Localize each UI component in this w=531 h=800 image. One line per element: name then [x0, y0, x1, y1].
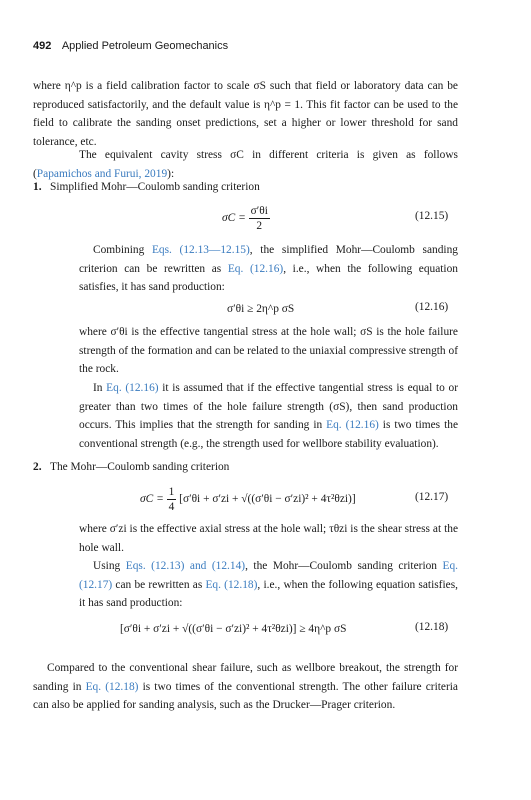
list-item-2 [33, 458, 229, 477]
page-number: 492 [33, 40, 52, 52]
text: Compared to the conventional shear failure, such as wellbore breakout, the strength for sanding in [33, 662, 458, 693]
equation-number: (12.15) [415, 210, 449, 222]
paragraph-conclusion [33, 659, 458, 715]
list-number: 2. [33, 461, 42, 473]
equation-number: (12.17) [415, 491, 449, 503]
equation-ref-link[interactable]: Eq. (12.16) [106, 382, 159, 394]
equation-ref-link[interactable]: Eq. (12.16) [227, 262, 284, 275]
equation-ref-link[interactable]: Eqs. (12.13—12.15) [151, 244, 250, 256]
equation-12-16: σ′θi ≥ 2η^p σS [227, 303, 295, 315]
list-number: 1. [33, 181, 42, 193]
equation-ref-link[interactable]: Eq. (12.18) [205, 578, 258, 591]
equation-12-18: [σ′θi + σ′zi + √((σ′θi − σ′zi)² + 4τ²θzi)] ≥ 4η^p σS [120, 623, 347, 635]
paragraph-combining [79, 241, 458, 297]
text: Using [93, 560, 126, 572]
equation-ref-link[interactable]: Eqs. (12.13) and (12.14) [125, 560, 246, 572]
text: The equivalent cavity stress σC in different criteria is given as follows ( [33, 149, 458, 180]
equation-fraction [167, 485, 177, 514]
text: , i.e., when the following equation satisfies, it has sand production: [79, 262, 458, 294]
text: In [93, 382, 107, 394]
running-title: Applied Petroleum Geomechanics [61, 40, 229, 52]
paragraph-assumption [79, 379, 458, 453]
list-label: The Mohr—Coulomb sanding criterion [50, 461, 230, 473]
text: , i.e., when the following equation satisfies, it has sand production: [79, 578, 458, 610]
fraction-denominator: 4 [168, 501, 175, 513]
equation-fraction [249, 204, 270, 233]
text: can be rewritten as [112, 578, 206, 591]
fraction-denominator: 2 [256, 220, 263, 232]
list-item-1 [33, 178, 260, 197]
paragraph-using [79, 557, 458, 613]
text: it is assumed that if the effective tangential stress is equal to or greater than two times of the hole failure strength (σS), then sand production occurs. This implies that the strength for sanding in [79, 382, 458, 432]
fraction-numerator: σ′θi [250, 205, 268, 217]
equation-number: (12.18) [415, 621, 449, 633]
equation-ref-link[interactable]: Eq. (12.18) [85, 680, 139, 693]
equation-lhs: σC = [140, 493, 164, 506]
equation-body: [σ′θi + σ′zi + √((σ′θi − σ′zi)² + 4τ²θzi)] [179, 493, 356, 506]
paragraph-axial-stress: where σ′zi is the effective axial stress at the hole wall; τθzi is the shear stress at the hole wall. [79, 523, 458, 554]
fraction-numerator: 1 [168, 486, 175, 498]
equation-number: (12.16) [415, 301, 449, 313]
text: , the simplified Mohr—Coulomb sanding criterion can be rewritten as [79, 244, 458, 275]
text: Combining [93, 244, 152, 256]
equation-ref-link[interactable]: Eq. (12.17) [79, 560, 459, 591]
citation-link[interactable]: Papamichos and Furui, 2019 [36, 167, 168, 180]
running-header [33, 40, 228, 52]
equation-12-17 [140, 485, 356, 514]
equation-12-15 [222, 204, 270, 233]
text: ): [167, 167, 175, 180]
equation-lhs: σC = [222, 212, 246, 225]
text: is two times of the conventional strength. The other failure criteria can also be applied for sanding analysis, such as the Drucker—Prager criterion. [33, 680, 458, 712]
text: is two times the conventional strength (e.g., the strength used for wellbore stability evaluation). [79, 419, 458, 450]
text: , the Mohr—Coulomb sanding criterion [245, 560, 443, 572]
paragraph-calibration-factor: where η^p is a field calibration factor to scale σS such that field or laboratory data can be reproduced satisfactorily, and the default value is η^p = 1. This fit factor can be used to the field to calibrate the sanding onset predictions, set a higher or lower threshold for sand tolerance, etc. [33, 80, 458, 148]
list-label: Simplified Mohr—Coulomb sanding criterion [50, 181, 260, 193]
paragraph-tangential-stress: where σ′θi is the effective tangential stress at the hole wall; σS is the hole failure strength of the formation and can be related to the uniaxial compressive strength of the rock. [79, 326, 458, 376]
equation-ref-link[interactable]: Eq. (12.16) [326, 419, 379, 432]
